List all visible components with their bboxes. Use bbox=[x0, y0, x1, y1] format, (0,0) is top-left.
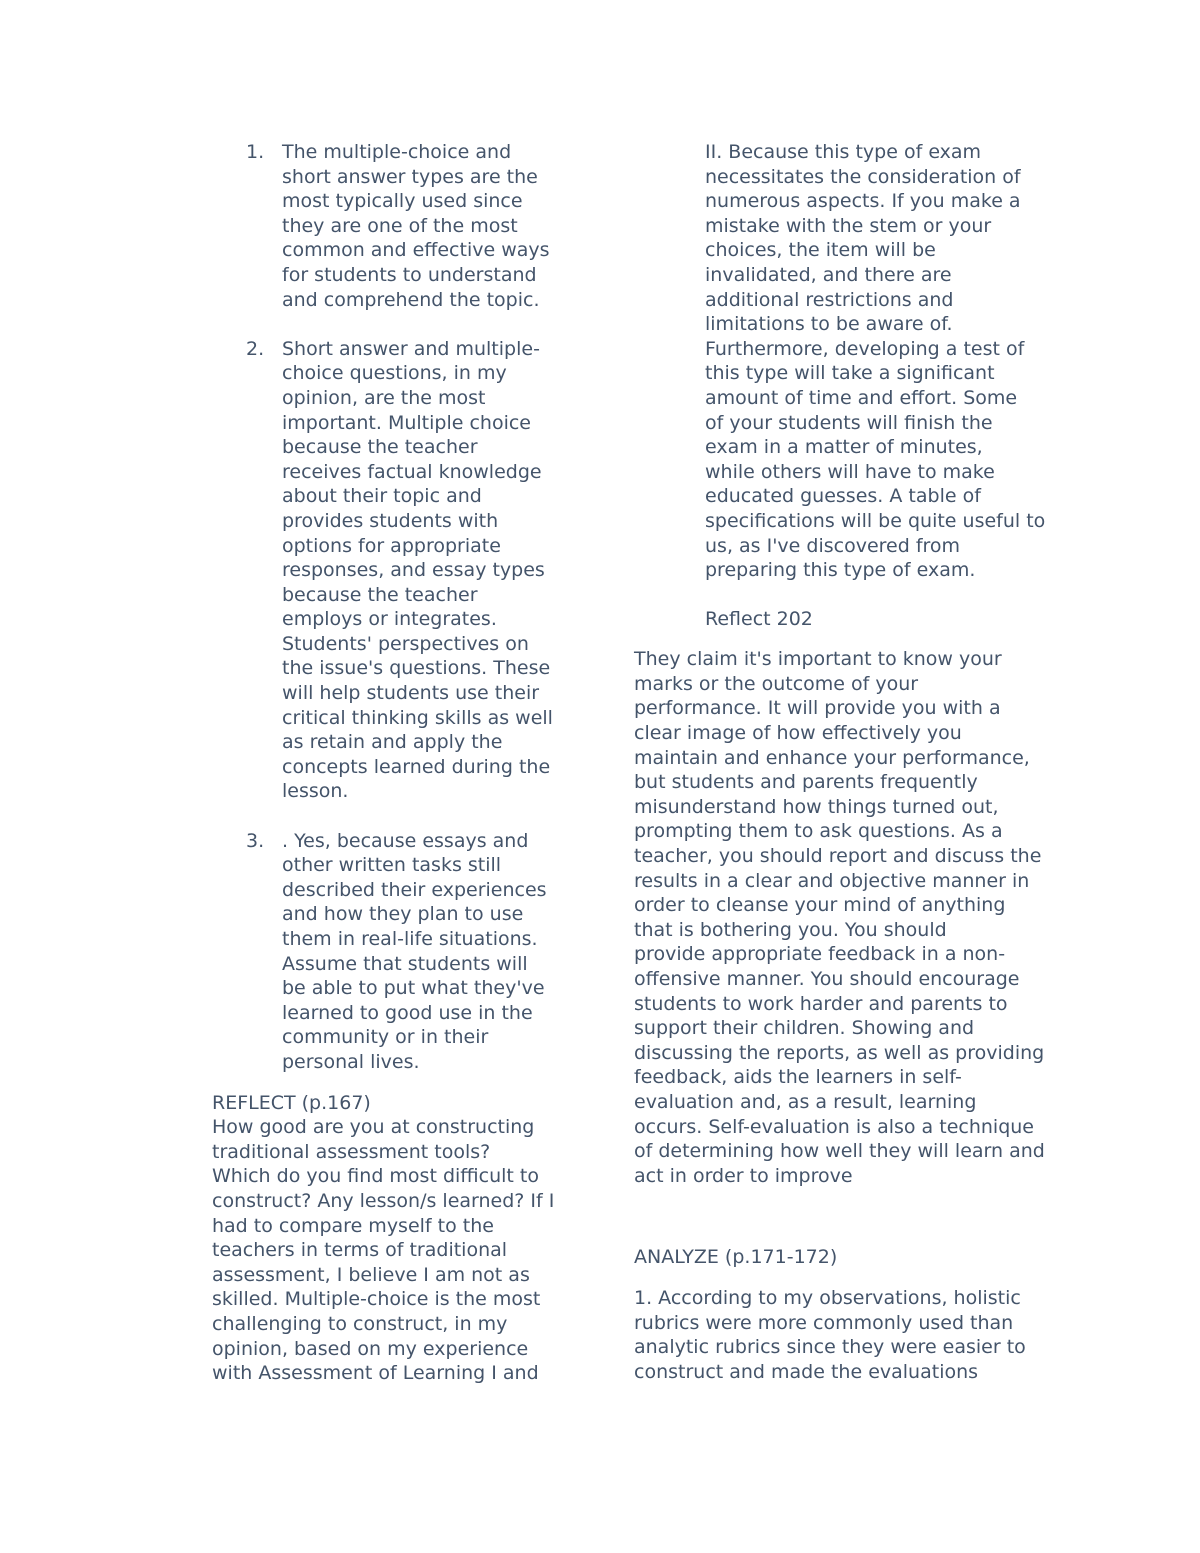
list-item bbox=[212, 829, 582, 1075]
right-column bbox=[634, 140, 1074, 1384]
list-item bbox=[212, 140, 582, 312]
reflect-paragraph: How good are you at constructing traditional assessment tools? Which do you find most difficult to construct? Any lesson/s learned? If I had to compare myself to the teachers in terms of traditional assessment, I believe I am not as skilled. Multiple-choice is the most challenging to construct, in my opinion, based on my experience with Assessment of Learning I and bbox=[212, 1116, 555, 1385]
reflect-202-heading: Reflect 202 bbox=[705, 607, 813, 630]
analyze-paragraph: 1. According to my observations, holistic rubrics were more commonly used than analytic rubrics since they were easier to construct and made the evaluations bbox=[634, 1286, 1026, 1383]
list-number: 2. bbox=[246, 337, 265, 360]
list-number: 3. bbox=[246, 829, 265, 852]
analyze-heading: ANALYZE (p.171-172) bbox=[634, 1246, 838, 1269]
list-item bbox=[212, 337, 582, 804]
list-item-text: Short answer and multiple- choice questions, in my opinion, are the most important. Multiple choice because the teacher receives factual knowledge about their topic and provides students with options for appropriate responses, and essay types because the teacher employs or integrates. Students' perspectives on the issue's questions. These will help students use their critical thinking skills as well as retain and apply the concepts learned during the lesson. bbox=[282, 337, 553, 803]
reflect-heading: REFLECT (p.167) bbox=[212, 1091, 371, 1114]
list-number: 1. bbox=[246, 141, 265, 163]
left-column bbox=[212, 140, 582, 1386]
list-item-text: . Yes, because essays and other written tasks still described their experiences and how they plan to use them in real-life situations. Assume that students will be able to put what they've learned to good use in the community or in their personal lives. bbox=[282, 829, 547, 1073]
continuation-paragraph: II. Because this type of exam necessitates the consideration of numerous aspects. If you make a mistake with the stem or your choices, the item will be invalidated, and there are additional restrictions and limitations to be aware of. Furthermore, developing a test of this type will take a significant amount of time and effort. Some of your students will finish the exam in a matter of minutes, while others will have to make educated guesses. A table of specifications will be quite useful to us, as I've discovered from preparing this type of exam. bbox=[705, 141, 1046, 582]
reflect-202-paragraph: They claim it's important to know your marks or the outcome of your performance. It will provide you with a clear image of how effectively you maintain and enhance your performance, but students and parents frequently misunderstand how things turned out, prompting them to ask questions. As a teacher, you should report and discuss the results in a clear and objective manner in order to cleanse your mind of anything that is bothering you. You should provide appropriate feedback in a non- offensive manner. You should encourage students to work harder and parents to support their children. Showing and discussing the reports, as well as providing feedback, aids the learners in self- evaluation and, as a result, learning occurs. Self-evaluation is also a technique of determining how well they will learn and act in order to improve bbox=[634, 648, 1045, 1187]
list-item-text: The multiple-choice and short answer types are the most typically used since they are one of the most common and effective ways for students to understand and comprehend the topic. bbox=[282, 141, 550, 311]
